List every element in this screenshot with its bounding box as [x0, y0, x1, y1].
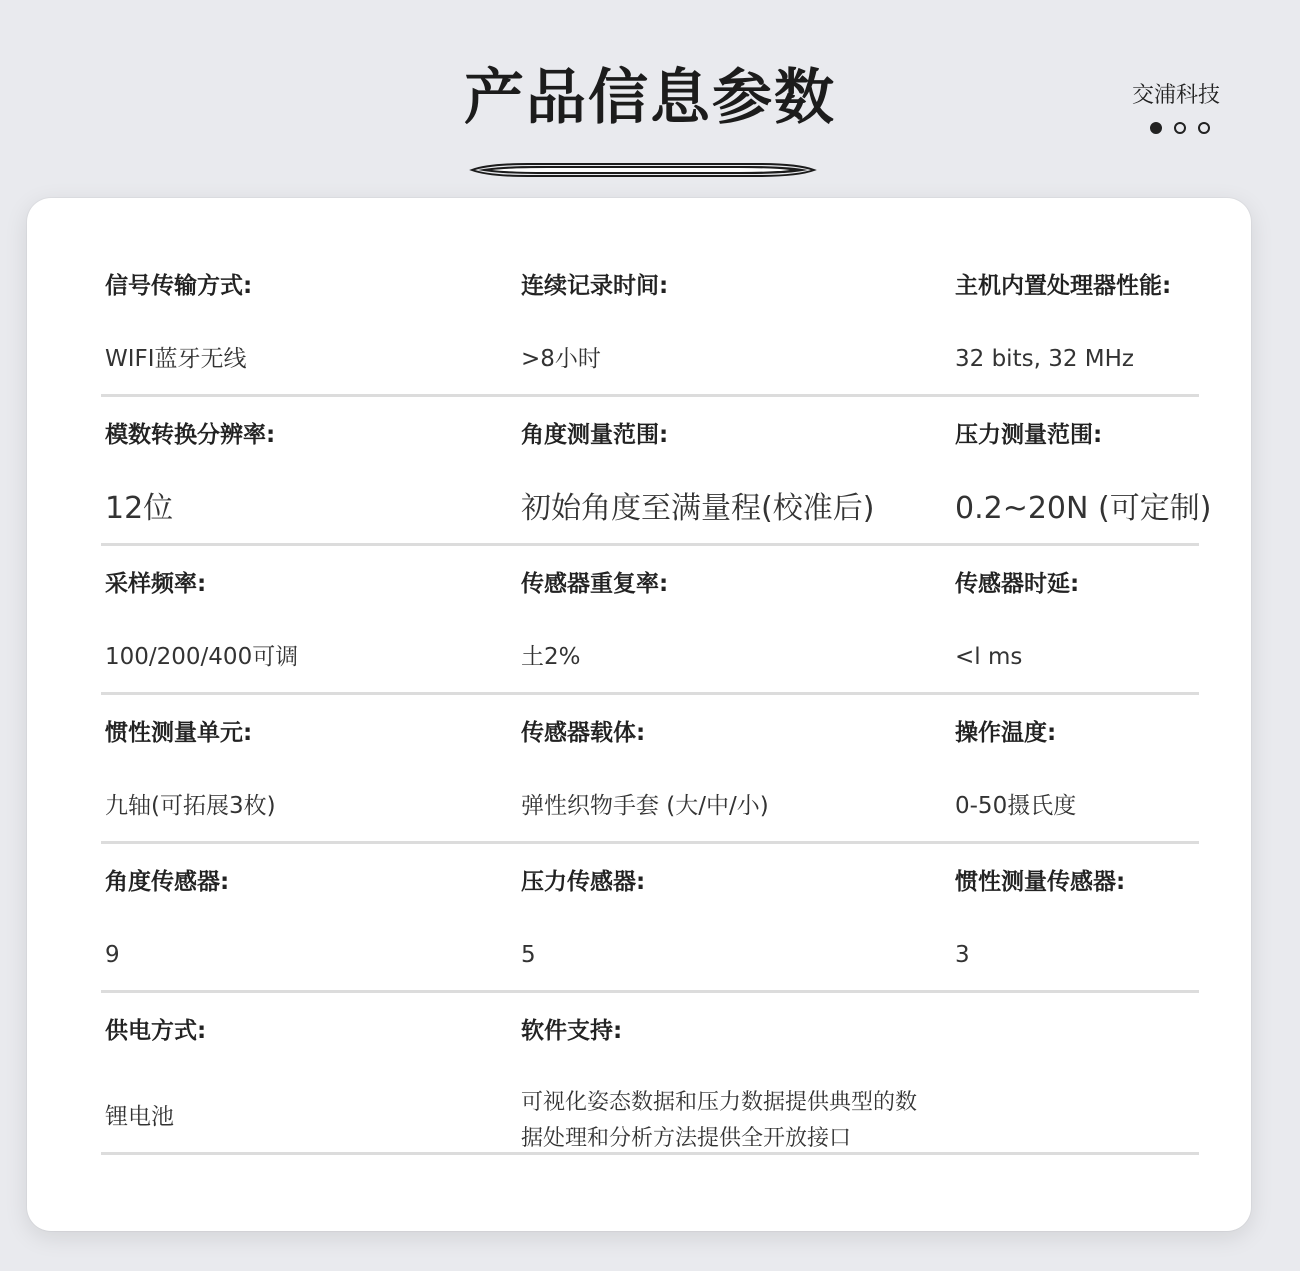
spec-label: 模数转换分辨率: — [105, 422, 276, 448]
spec-row — [101, 546, 1199, 695]
pagination-dots — [1080, 122, 1220, 134]
pagination-dot[interactable] — [1174, 122, 1186, 134]
spec-item-pressure-range — [955, 397, 1212, 543]
spec-value: 100/200/400可调 — [105, 644, 299, 670]
spec-row — [101, 993, 1199, 1155]
spec-label: 软件支持: — [521, 1018, 623, 1044]
spec-label: 采样频率: — [105, 571, 207, 597]
spec-item-sampling-rate — [105, 546, 505, 692]
spec-item-recording-time — [521, 248, 941, 394]
spec-label: 主机内置处理器性能: — [955, 273, 1172, 299]
spec-value: 5 — [521, 942, 536, 968]
spec-value: 0.2~20N (可定制) — [955, 491, 1212, 526]
spec-label: 操作温度: — [955, 720, 1057, 746]
spec-label: 传感器时延: — [955, 571, 1080, 597]
spec-row — [101, 248, 1199, 397]
spec-value: 九轴(可拓展3枚) — [105, 793, 276, 819]
spec-item-pressure-sensors — [521, 844, 941, 990]
spec-item-repeatability — [521, 546, 941, 692]
spec-label: 供电方式: — [105, 1018, 207, 1044]
spec-item-power-supply — [105, 993, 505, 1152]
spec-row — [101, 397, 1212, 546]
spec-label: 传感器载体: — [521, 720, 646, 746]
spec-item-inertial-sensors — [955, 844, 1199, 990]
spec-label: 惯性测量传感器: — [955, 869, 1126, 895]
spec-label: 惯性测量单元: — [105, 720, 253, 746]
spec-item-latency — [955, 546, 1199, 692]
spec-value: 12位 — [105, 491, 174, 526]
spec-label: 连续记录时间: — [521, 273, 669, 299]
spec-value: WIFI蓝牙无线 — [105, 346, 247, 372]
spec-value: 土2% — [521, 644, 581, 670]
spec-item-sensor-carrier — [521, 695, 941, 841]
spec-value: 3 — [955, 942, 970, 968]
spec-label: 传感器重复率: — [521, 571, 669, 597]
spec-label: 角度传感器: — [105, 869, 230, 895]
page-title: 产品信息参数 — [464, 63, 836, 133]
spec-row — [101, 695, 1199, 844]
spec-value: 9 — [105, 942, 120, 968]
spec-item-imu — [105, 695, 505, 841]
spec-value: 0-50摄氏度 — [955, 793, 1077, 819]
spec-label: 压力传感器: — [521, 869, 646, 895]
spec-label: 信号传输方式: — [105, 273, 253, 299]
title-underline-decoration — [468, 163, 818, 177]
spec-value: 初始角度至满量程(校准后) — [521, 491, 875, 526]
pagination-dot-active[interactable] — [1150, 122, 1162, 134]
spec-row — [101, 844, 1199, 993]
spec-value: >8小时 — [521, 346, 601, 372]
spec-item-adc-resolution — [105, 397, 505, 543]
spec-value: 可视化姿态数据和压力数据提供典型的数据处理和分析方法提供全开放接口 — [521, 1090, 918, 1151]
spec-value: 32 bits, 32 MHz — [955, 346, 1134, 372]
spec-item-processor — [955, 248, 1199, 394]
spec-table — [101, 248, 1212, 1155]
spec-card — [27, 198, 1251, 1231]
spec-item-angle-sensors — [105, 844, 505, 990]
spec-value: <l ms — [955, 644, 1023, 670]
spec-label: 角度测量范围: — [521, 422, 669, 448]
pagination-dot[interactable] — [1198, 122, 1210, 134]
spec-item-signal-transmission — [105, 248, 505, 394]
spec-item-operating-temp — [955, 695, 1199, 841]
spec-label: 压力测量范围: — [955, 422, 1103, 448]
spec-value: 锂电池 — [105, 1104, 174, 1130]
spec-item-software-support — [521, 993, 941, 1152]
brand-name: 交浦科技 — [1131, 83, 1220, 108]
spec-item-angle-range — [521, 397, 941, 543]
brand-block — [1080, 80, 1220, 134]
spec-value: 弹性织物手套 (大/中/小) — [521, 793, 769, 819]
